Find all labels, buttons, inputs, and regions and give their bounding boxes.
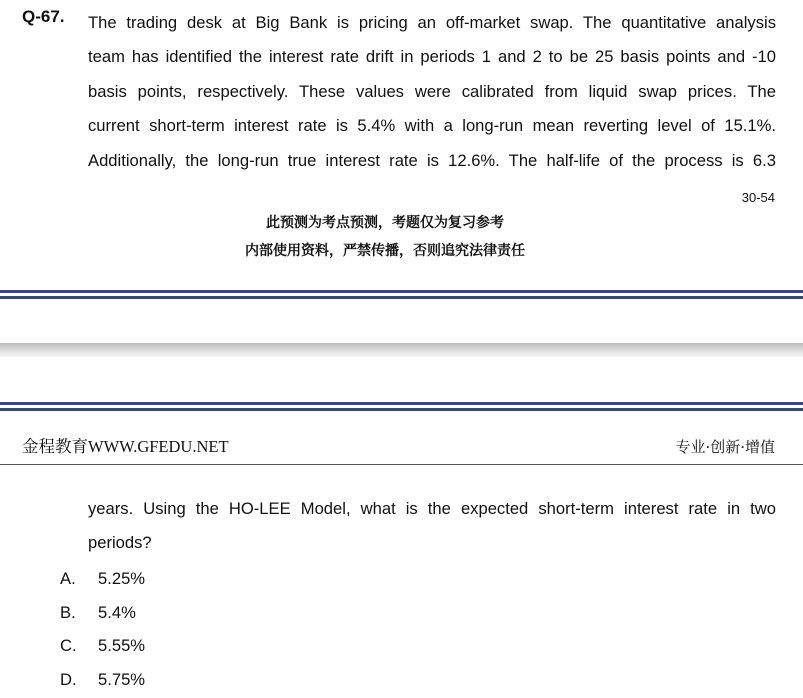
disclaimer-line-1: 此预测为考点预测，考题仅为复习参考 xyxy=(266,215,504,231)
question-number: Q-67. xyxy=(22,7,65,26)
option-letter: B. xyxy=(60,602,76,622)
question-line: Additionally, the long-run true interest rate is 12.6%. The half-life of the process is 6.3 xyxy=(88,150,776,170)
footer-rule-top xyxy=(0,290,803,293)
option-b xyxy=(60,596,145,630)
question-line: team has identified the interest rate drift in periods 1 and 2 to be 25 basis points and -10 xyxy=(88,47,776,67)
disclaimer-line-2: 内部使用资料，严禁传播，否则追究法律责任 xyxy=(245,243,525,259)
option-letter: D. xyxy=(60,669,77,689)
question-line: current short-term interest rate is 5.4% with a long-run mean reverting level of 15.1%. xyxy=(88,116,776,136)
question-line: basis points, respectively. These values were calibrated from liquid swap prices. The xyxy=(88,81,776,101)
option-letter: C. xyxy=(60,636,77,655)
header-rule-bottom xyxy=(0,408,803,411)
option-d xyxy=(60,663,145,697)
question-continuation xyxy=(88,492,776,561)
option-c xyxy=(60,629,145,663)
option-text: 5.75% xyxy=(98,669,146,689)
option-text: 5.55% xyxy=(98,636,146,655)
header-rule-top xyxy=(0,402,803,405)
question-line: The trading desk at Big Bank is pricing an off-market swap. The quantitative analysis xyxy=(88,13,776,32)
header-slogan: 专业·创新·增值 xyxy=(675,438,775,456)
header-underline xyxy=(0,464,803,465)
continuation-line: years. Using the HO-LEE Model, what is the expected short-term interest rate in two xyxy=(88,499,776,518)
page-break-band xyxy=(0,343,803,357)
option-text: 5.25% xyxy=(98,569,146,588)
question-text xyxy=(88,6,776,178)
footer-rule-bottom xyxy=(0,296,803,299)
option-letter: A. xyxy=(60,569,76,588)
header-brand: 金程教育WWW.GFEDU.NET xyxy=(22,437,229,456)
page-number: 30-54 xyxy=(741,190,775,205)
answer-options xyxy=(60,562,145,696)
option-text: 5.4% xyxy=(98,602,136,622)
option-a xyxy=(60,562,145,596)
continuation-line: periods? xyxy=(88,533,152,553)
